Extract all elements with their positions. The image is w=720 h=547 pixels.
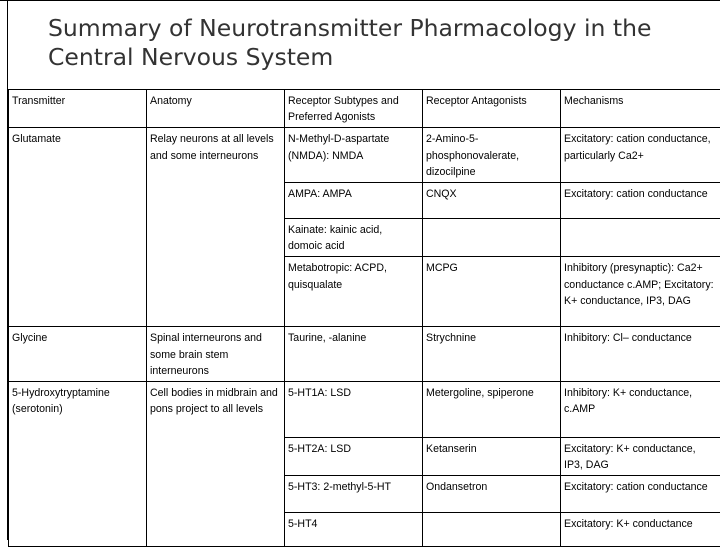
header-cell-transmitter: Transmitter (9, 90, 147, 128)
table-row (9, 327, 720, 382)
slide-top-border (0, 0, 720, 1)
transmitter-cell: Glycine (9, 327, 147, 382)
receptor-cell: AMPA: AMPA (285, 183, 423, 219)
header-cell-mechanisms: Mechanisms (561, 90, 720, 128)
table-row (9, 128, 720, 183)
receptor-cell: 5-HT2A: LSD (285, 438, 423, 476)
table-row (9, 382, 720, 438)
antagonist-cell (423, 513, 561, 547)
antagonist-cell: MCPG (423, 257, 561, 327)
anatomy-cell: Cell bodies in midbrain and pons project to all levels (147, 382, 285, 547)
mechanism-cell: Excitatory: cation conductance, particularly Ca2+ (561, 128, 720, 183)
transmitter-cell: Glutamate (9, 128, 147, 327)
mechanism-cell: Inhibitory (presynaptic): Ca2+ conductance c.AMP; Excitatory: K+ conductance, IP3, DAG (561, 257, 720, 327)
antagonist-cell: Strychnine (423, 327, 561, 382)
table-header-row (9, 90, 720, 128)
header-cell-receptor: Receptor Subtypes and Preferred Agonists (285, 90, 423, 128)
pharmacology-table (8, 89, 720, 547)
anatomy-cell: Spinal interneurons and some brain stem interneurons (147, 327, 285, 382)
antagonist-cell: CNQX (423, 183, 561, 219)
receptor-cell: 5-HT1A: LSD (285, 382, 423, 438)
mechanism-cell (561, 219, 720, 257)
slide-title: Summary of Neurotransmitter Pharmacology in the Central Nervous System (48, 14, 698, 72)
transmitter-cell: 5-Hydroxytryptamine (serotonin) (9, 382, 147, 547)
antagonist-cell: Metergoline, spiperone (423, 382, 561, 438)
mechanism-cell: Excitatory: K+ conductance, IP3, DAG (561, 438, 720, 476)
anatomy-cell: Relay neurons at all levels and some interneurons (147, 128, 285, 327)
receptor-cell: Kainate: kainic acid, domoic acid (285, 219, 423, 257)
receptor-cell: 5-HT4 (285, 513, 423, 547)
antagonist-cell (423, 219, 561, 257)
mechanism-cell: Excitatory: K+ conductance (561, 513, 720, 547)
mechanism-cell: Excitatory: cation conductance (561, 183, 720, 219)
header-cell-antagonists: Receptor Antagonists (423, 90, 561, 128)
mechanism-cell: Inhibitory: K+ conductance, c.AMP (561, 382, 720, 438)
slide-left-border (0, 0, 8, 540)
mechanism-cell: Excitatory: cation conductance (561, 476, 720, 513)
antagonist-cell: Ondansetron (423, 476, 561, 513)
receptor-cell: Taurine, -alanine (285, 327, 423, 382)
antagonist-cell: 2-Amino-5-phosphonovalerate, dizocilpine (423, 128, 561, 183)
receptor-cell: N-Methyl-D-aspartate (NMDA): NMDA (285, 128, 423, 183)
mechanism-cell: Inhibitory: Cl– conductance (561, 327, 720, 382)
receptor-cell: 5-HT3: 2-methyl-5-HT (285, 476, 423, 513)
receptor-cell: Metabotropic: ACPD, quisqualate (285, 257, 423, 327)
header-cell-anatomy: Anatomy (147, 90, 285, 128)
antagonist-cell: Ketanserin (423, 438, 561, 476)
